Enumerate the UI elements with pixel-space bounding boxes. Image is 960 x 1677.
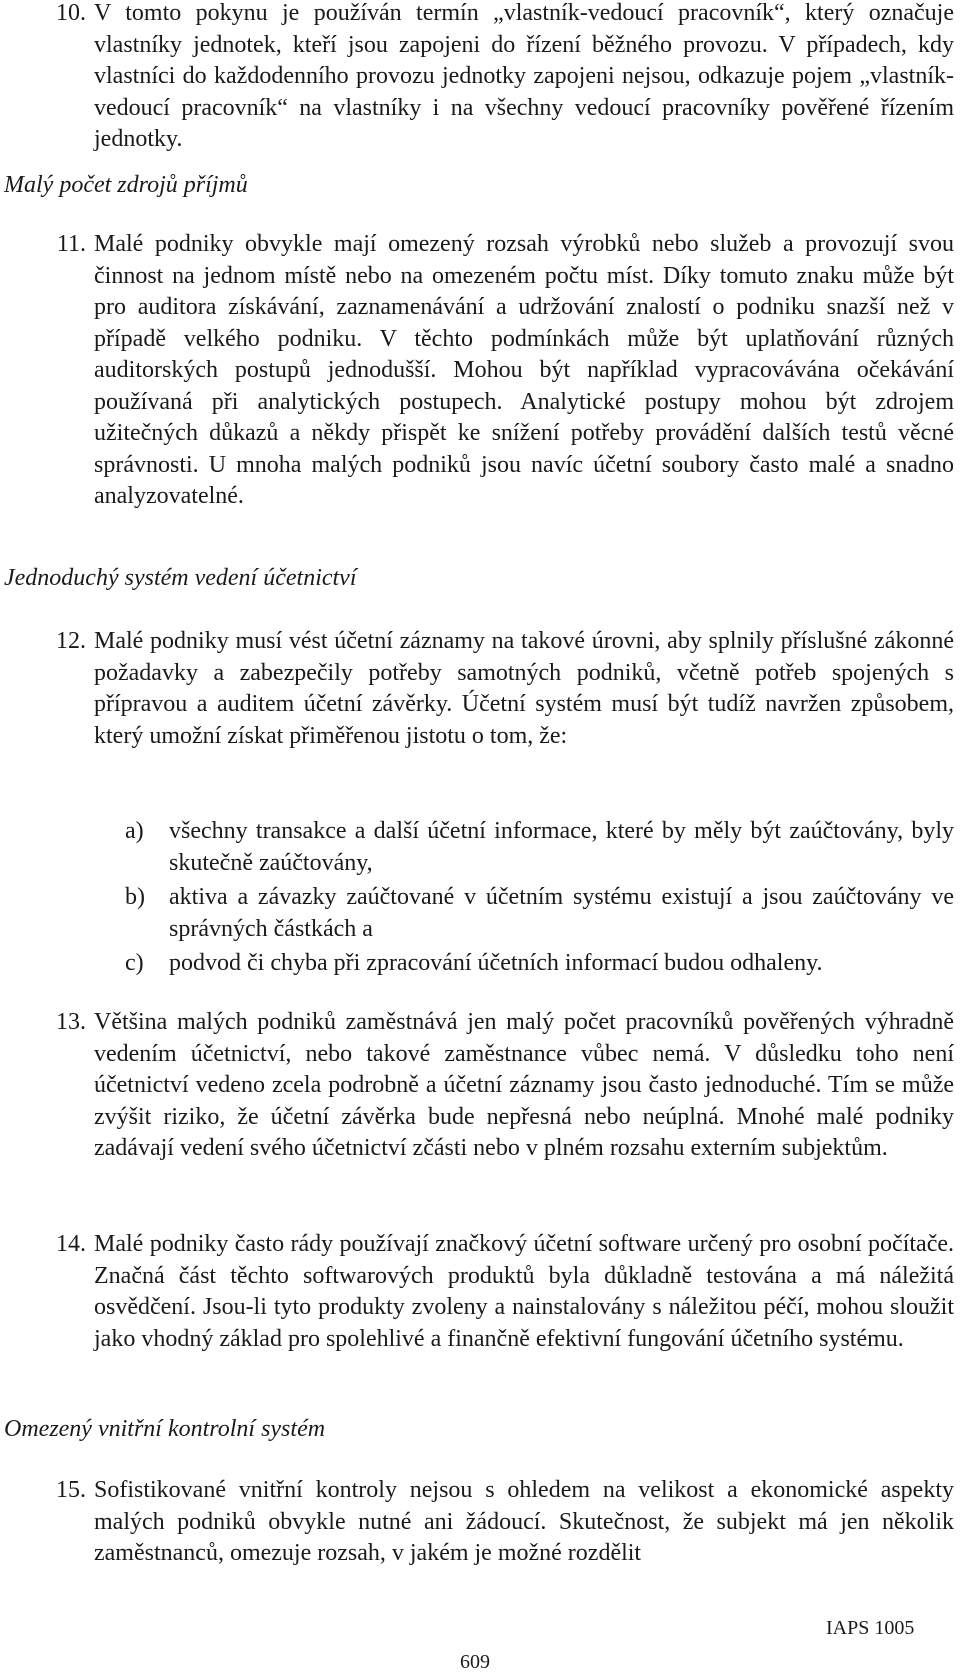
- list-item: [125, 882, 954, 945]
- paragraph-15: [8, 1475, 954, 1570]
- section-heading-internal-control: Omezený vnitřní kontrolní systém: [4, 1416, 326, 1442]
- paragraph-number: 10.: [56, 0, 86, 26]
- paragraph-10: [8, 0, 954, 156]
- paragraph-number: 12.: [56, 628, 86, 654]
- page-number: 609: [460, 1651, 490, 1673]
- list-item-text: všechny transakce a další účetní informace, které by měly být zaúčtovány, byly skutečně zaúčtovány,: [169, 818, 954, 876]
- paragraph-11: [8, 229, 954, 513]
- paragraph-text: Sofistikované vnitřní kontroly nejsou s ohledem na velikost a ekonomické aspekty malých podniků obvykle nutné ani žádoucí. Skutečnost, že subjekt má jen několik zaměstnanců, omezuje rozsah, v jakém je možné rozdělit: [94, 1477, 954, 1566]
- paragraph-text: Malé podniky často rády používají značkový účetní software určený pro osobní počítače. Značná část těchto softwarových produktů byla důkladně testována a má náležitá osvědčení. Jsou-li tyto produkty zvoleny a nainstalovány s náležitou péčí, mohou sloužit jako vhodný základ pro spolehlivé a finančně efektivní fungování účetního systému.: [94, 1231, 954, 1352]
- list-item-label: c): [125, 950, 144, 976]
- standard-code: IAPS 1005: [826, 1617, 915, 1639]
- list-item: [125, 816, 954, 879]
- requirements-list: [125, 816, 954, 983]
- paragraph-14: [8, 1229, 954, 1355]
- paragraph-number: 11.: [56, 231, 86, 257]
- paragraph-number: 15.: [56, 1477, 86, 1503]
- list-item: [125, 948, 954, 980]
- section-heading-accounting-system: Jednoduchý systém vedení účetnictví: [4, 565, 357, 591]
- paragraph-13: [8, 1007, 954, 1165]
- paragraph-text: Malé podniky obvykle mají omezený rozsah výrobků nebo služeb a provozují svou činnost na jednom místě nebo na omezeném počtu míst. Díky tomuto znaku může být pro auditora získávání, zaznamenávání a udržování znalostí o podniku snazší než v případě velkého podniku. V těchto podmínkách může být uplatňování různých auditorských postupů jednodušší. Mohou být například vypracovávána očekávání používaná při analytických postupech. Analytické postupy mohou být zdrojem užitečných důkazů a někdy přispět ke snížení potřeby provádění dalších testů věcné správnosti. U mnoha malých podniků jsou navíc účetní soubory často malé a snadno analyzovatelné.: [94, 231, 954, 509]
- paragraph-number: 13.: [56, 1009, 86, 1035]
- paragraph-number: 14.: [56, 1231, 86, 1257]
- paragraph-text: Většina malých podniků zaměstnává jen malý počet pracovníků pověřených výhradně vedením účetnictví, nebo takové zaměstnance vůbec nemá. V důsledku toho není účetnictví vedeno zcela podrobně a účetní záznamy jsou často jednoduché. Tím se může zvýšit riziko, že účetní závěrka bude nepřesná nebo neúplná. Mnohé malé podniky zadávají vedení svého účetnictví zčásti nebo v plném rozsahu externím subjektům.: [94, 1009, 954, 1161]
- section-heading-revenue-sources: Malý počet zdrojů příjmů: [4, 172, 248, 198]
- list-item-label: a): [125, 818, 144, 844]
- list-item-label: b): [125, 884, 145, 910]
- paragraph-text: Malé podniky musí vést účetní záznamy na takové úrovni, aby splnily příslušné zákonné požadavky a zabezpečily potřeby samotných podniků, včetně potřeb spojených s přípravou a auditem účetní závěrky. Účetní systém musí být tudíž navržen způsobem, který umožní získat přiměřenou jistotu o tom, že:: [94, 628, 954, 749]
- list-item-text: podvod či chyba při zpracování účetních informací budou odhaleny.: [169, 950, 823, 976]
- paragraph-text: V tomto pokynu je používán termín „vlastník-vedoucí pracovník“, který označuje vlastníky jednotek, kteří jsou zapojeni do řízení běžného provozu. V případech, kdy vlastníci do každodenního provozu jednotky zapojeni nejsou, odkazuje pojem „vlastník-vedoucí pracovník“ na vlastníky i na všechny vedoucí pracovníky pověřené řízením jednotky.: [94, 0, 954, 152]
- list-item-text: aktiva a závazky zaúčtované v účetním systému existují a jsou zaúčtovány ve správných částkách a: [169, 884, 954, 942]
- paragraph-12: [8, 626, 954, 752]
